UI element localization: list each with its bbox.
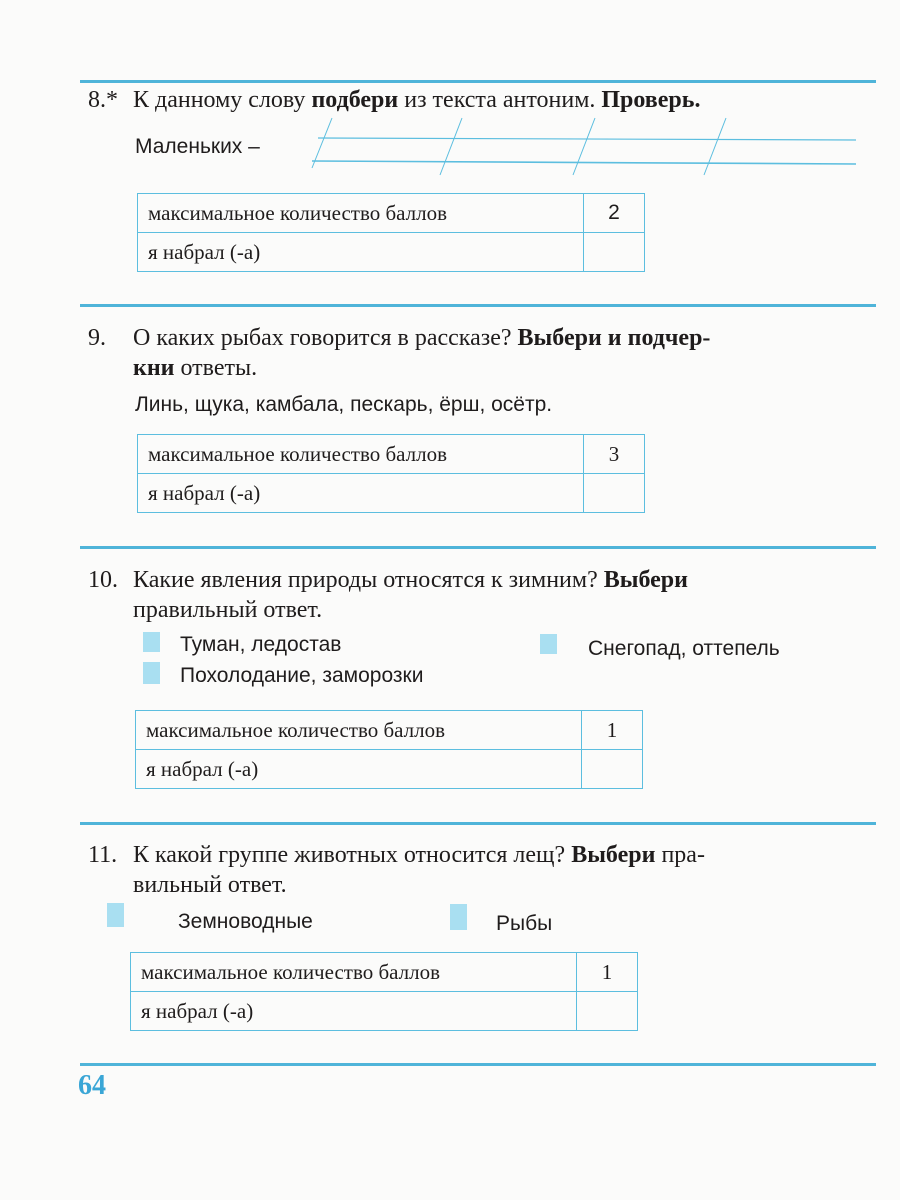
fish-word-list[interactable]: Линь, щука, камбала, пескарь, ёрш, осётр. xyxy=(135,393,553,416)
section-divider xyxy=(80,546,876,549)
answer-writing-lines[interactable] xyxy=(0,0,900,200)
score-table-9: максимальное количество баллов 3 я набрал (-а) xyxy=(137,434,645,513)
score-input[interactable] xyxy=(577,992,638,1031)
score-input[interactable] xyxy=(582,750,643,789)
section-divider xyxy=(80,304,876,307)
max-score: 1 xyxy=(577,953,638,992)
task-number: 8.* xyxy=(88,87,118,113)
prompt-word: Маленьких – xyxy=(135,135,260,158)
score-table-11: максимальное количество баллов 1 я набрал (-а) xyxy=(130,952,638,1031)
checkbox-option-1[interactable] xyxy=(143,632,160,652)
checkbox-option-1[interactable] xyxy=(107,903,124,927)
section-divider xyxy=(80,1063,876,1066)
max-score: 1 xyxy=(582,711,643,750)
page-number: 64 xyxy=(78,1070,106,1101)
checkbox-option-2[interactable] xyxy=(450,904,467,930)
max-score: 3 xyxy=(584,435,645,474)
task-11-question: 11. К какой группе животных относится лещ? Выбери пра- вильный ответ. xyxy=(88,842,705,898)
task-10-question: 10. Какие явления природы относятся к зимним? Выбери правильный ответ. xyxy=(88,567,688,623)
option-label: Снегопад, оттепель xyxy=(588,637,780,660)
section-divider xyxy=(80,822,876,825)
score-table-10: максимальное количество баллов 1 я набрал (-а) xyxy=(135,710,643,789)
checkbox-option-2[interactable] xyxy=(540,634,557,654)
score-input[interactable] xyxy=(584,474,645,513)
option-label: Туман, ледостав xyxy=(180,633,342,656)
task-8-question: 8.* К данному слову подбери из текста антоним. Проверь. xyxy=(88,87,701,113)
score-input[interactable] xyxy=(584,233,645,272)
task-9-question: 9. О каких рыбах говорится в рассказе? Выбери и подчер- кни ответы. xyxy=(88,325,711,381)
checkbox-option-3[interactable] xyxy=(143,662,160,684)
score-table-8: максимальное количество баллов 2 я набрал (-а) xyxy=(137,193,645,272)
option-label: Рыбы xyxy=(496,912,553,935)
option-label: Похолодание, заморозки xyxy=(180,664,424,687)
max-score: 2 xyxy=(584,194,645,233)
option-label: Земноводные xyxy=(178,910,313,933)
